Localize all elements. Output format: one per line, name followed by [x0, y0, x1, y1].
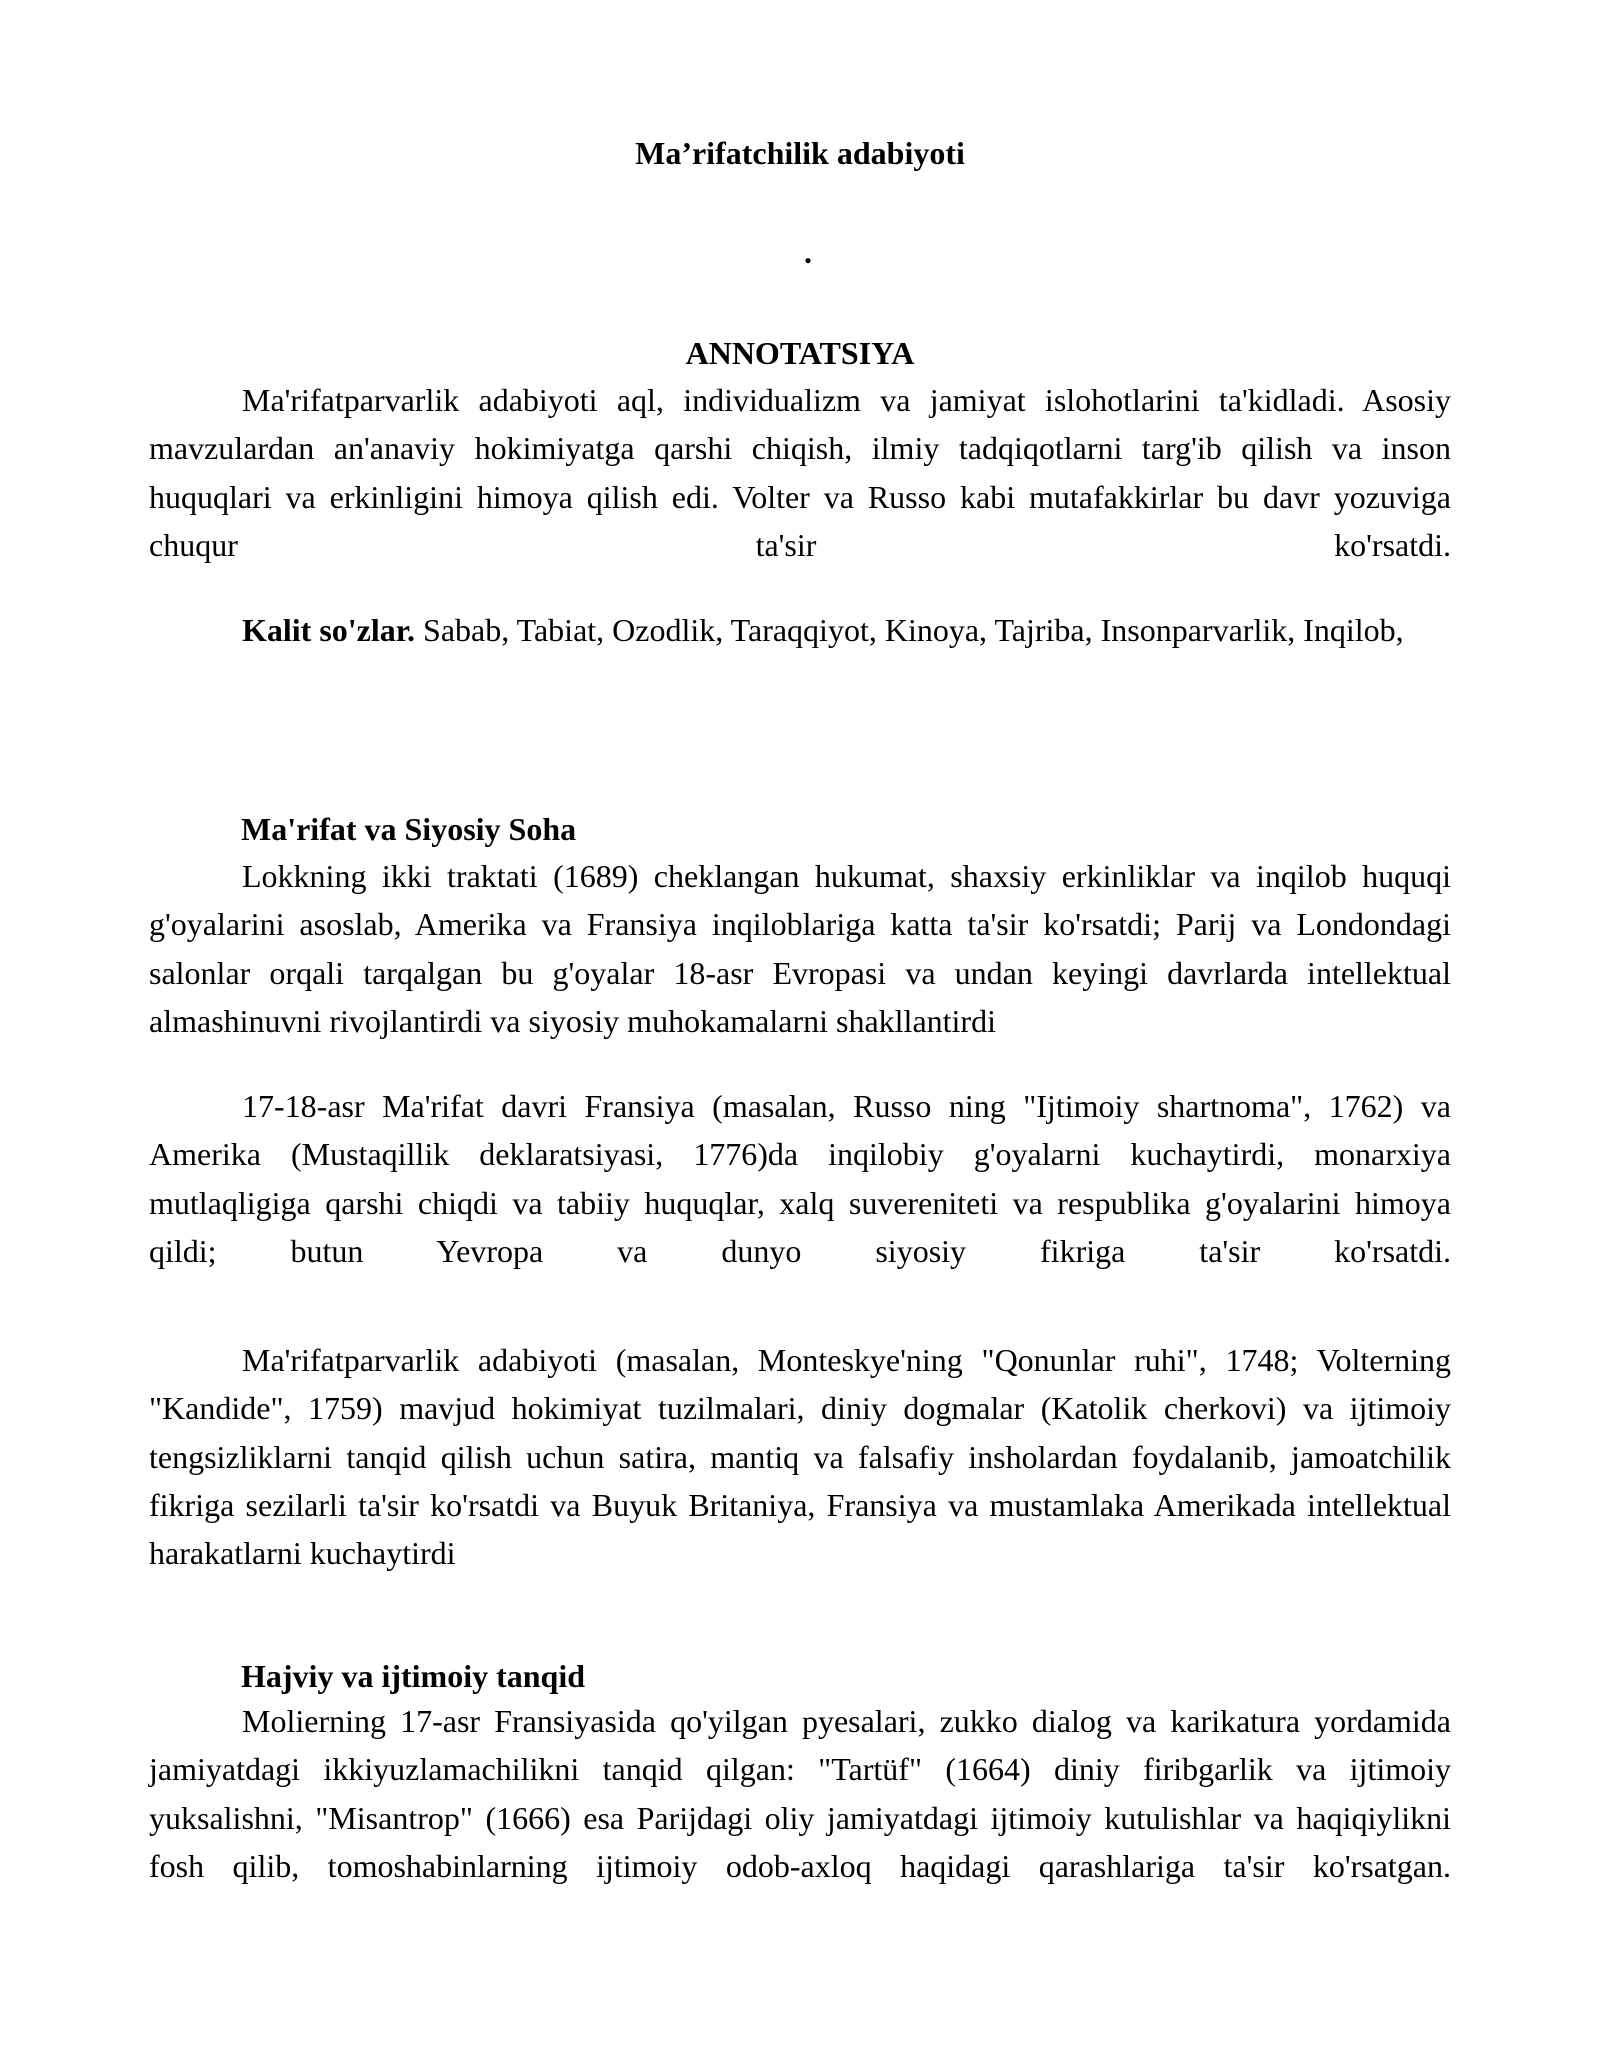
- section-1-paragraph-3: Ma'rifatparvarlik adabiyoti (masalan, Monteskye'ning "Qonunlar ruhi", 1748; Volterning "Kandide", 1759) mavjud hokimiyat tuzilmalari, diniy dogmalar (Katolik cherkovi) va ijtimoiy tengsizliklarni tanqid qilish uchun satira, mantiq va falsafiy insholardan foydalanib, jamoatchilik fikriga sezilarli ta'sir ko'rsatdi va Buyuk Britaniya, Fransiya va mustamlaka Amerikada intellektual harakatlarni kuchaytirdi: [149, 1342, 1451, 1572]
- annotation-paragraph: Ma'rifatparvarlik adabiyoti aql, individualizm va jamiyat islohotlarini ta'kidladi. Asosiy mavzulardan an'anaviy hokimiyatga qarshi chiqish, ilmiy tadqiqotlarni targ'ib qilish va inson huquqlari va erkinligini himoya qilish edi. Volter va Russo kabi mutafakkirlar bu davr yozuviga chuqur ta'sir ko'rsatdi.: [149, 382, 1451, 563]
- keywords-list: Sabab, Tabiat, Ozodlik, Taraqqiyot, Kinoya, Tajriba, Insonparvarlik, Inqilob,: [415, 612, 1404, 648]
- section-1-paragraph-1: Lokkning ikki traktati (1689) cheklangan hukumat, shaxsiy erkinliklar va inqilob huquqi g'oyalarini asoslab, Amerika va Fransiya inqiloblariga katta ta'sir ko'rsatdi; Parij va Londondagi salonlar orqali tarqalgan bu g'oyalar 18-asr Evropasi va undan keyingi davrlarda intellektual almashinuvni rivojlantirdi va siyosiy muhokamalarni shakllantirdi: [149, 858, 1451, 1039]
- title-separator: .: [804, 234, 812, 270]
- keywords-paragraph: [149, 606, 1451, 654]
- section-2-paragraph-1: Molierning 17-asr Fransiyasida qo'yilgan pyesalari, zukko dialog va karikatura yordamida jamiyatdagi ikkiyuzlamachilikni tanqid qilgan: "Tartüf" (1664) diniy firibgarlik va ijtimoiy yuksalishni, "Misantrop" (1666) esa Parijdagi oliy jamiyatdagi ijtimoiy kutulishlar va haqiqiylikni fosh qilib, tomoshabinlarning ijtimoiy odob-axloq haqidagi qarashlariga ta'sir ko'rsatgan.: [149, 1703, 1451, 1884]
- document-title: Ma’rifatchilik adabiyoti: [635, 135, 965, 171]
- section-heading-satire-social-criticism: Hajviy va ijtimoiy tanqid: [241, 1658, 586, 1694]
- section-heading-enlightenment-politics: Ma'rifat va Siyosiy Soha: [241, 811, 577, 847]
- keywords-label: Kalit so'zlar.: [242, 612, 416, 648]
- annotation-heading: ANNOTATSIYA: [685, 335, 915, 371]
- section-1-paragraph-2: 17-18-asr Ma'rifat davri Fransiya (masalan, Russo ning "Ijtimoiy shartnoma", 1762) va Amerika (Mustaqillik deklaratsiyasi, 1776)da inqilobiy g'oyalarni kuchaytirdi, monarxiya mutlaqligiga qarshi chiqdi va tabiiy huquqlar, xalq suvereniteti va respublika g'oyalarini himoya qildi; butun Yevropa va dunyo siyosiy fikriga ta'sir ko'rsatdi.: [149, 1088, 1451, 1269]
